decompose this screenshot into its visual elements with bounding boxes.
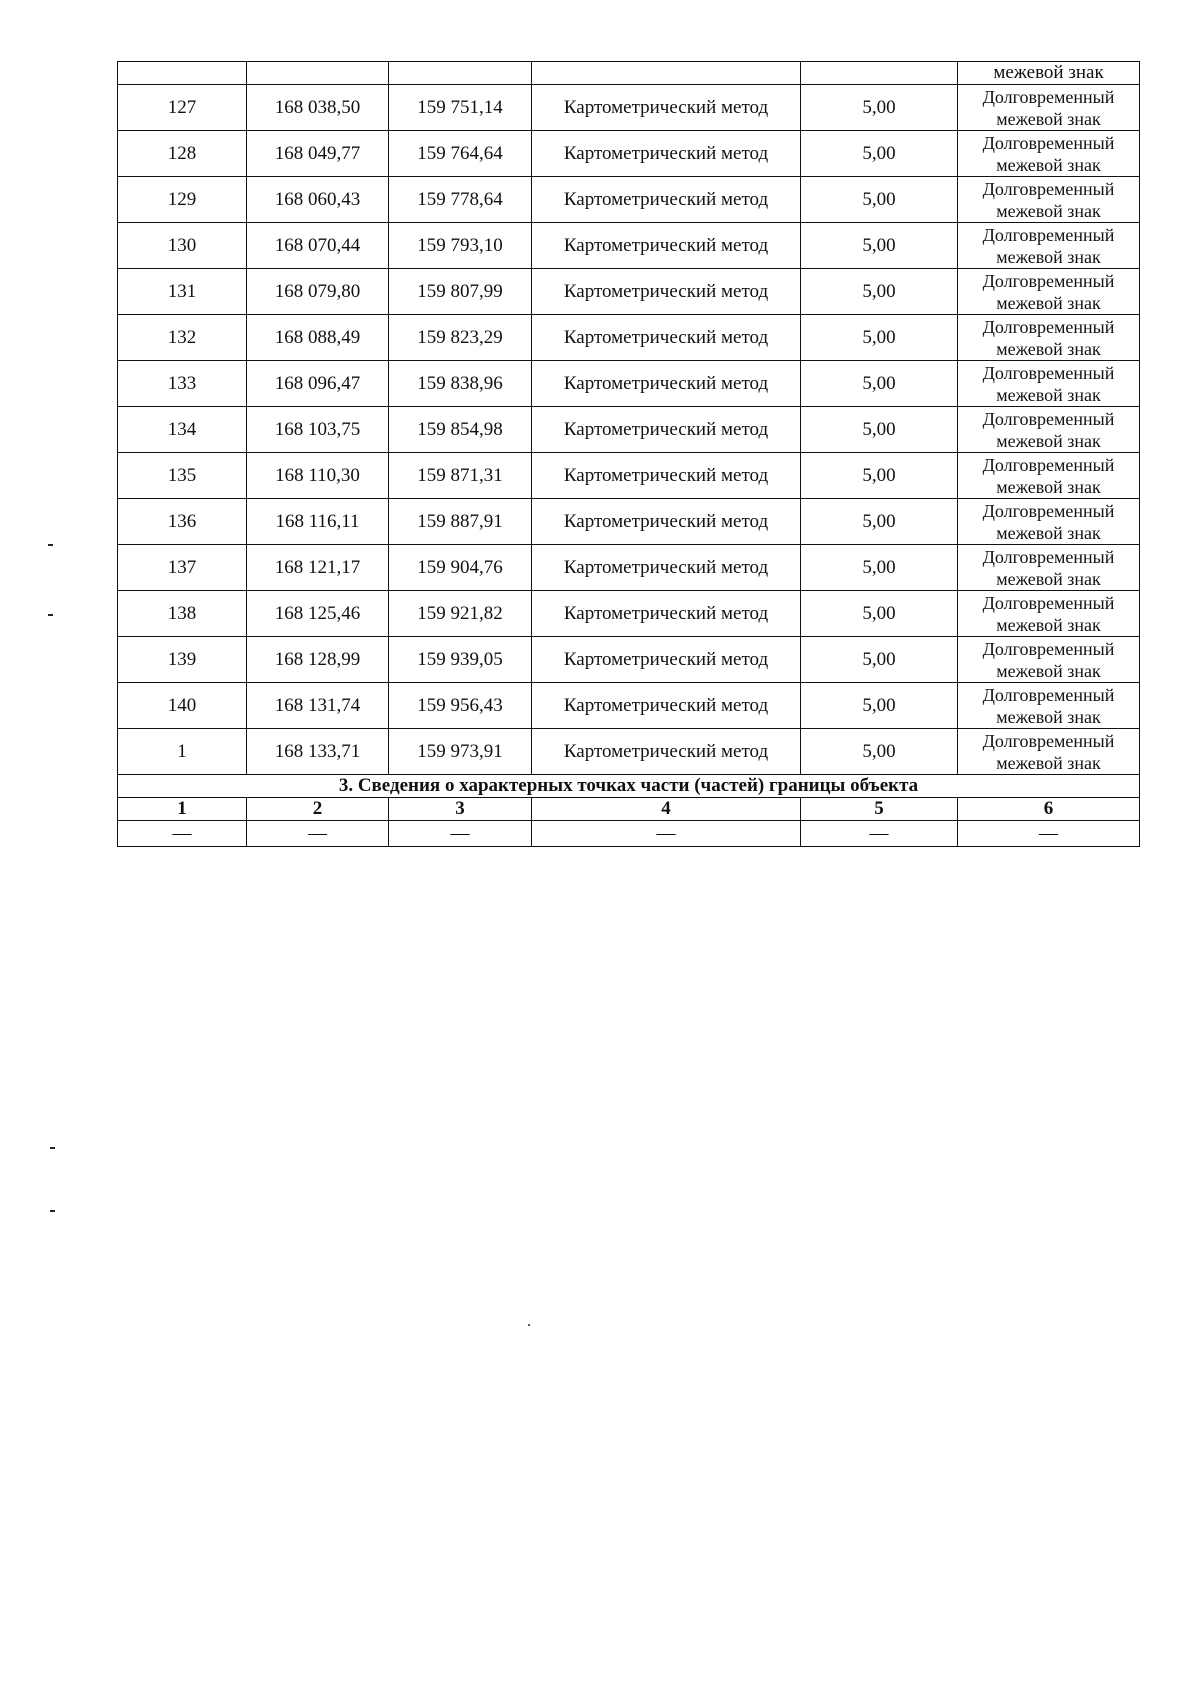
mark-cell: Долговременный межевой знак <box>958 361 1140 407</box>
x-coordinate: 168 125,46 <box>247 591 389 637</box>
top-cell-1 <box>118 62 247 85</box>
method-cell: Картометрический метод <box>532 499 801 545</box>
mark-cell: Долговременный межевой знак <box>958 407 1140 453</box>
point-number: 134 <box>118 407 247 453</box>
x-coordinate: 168 110,30 <box>247 453 389 499</box>
x-coordinate: 168 121,17 <box>247 545 389 591</box>
mark-cell: Долговременный межевой знак <box>958 85 1140 131</box>
coordinates-table <box>117 61 1140 847</box>
empty-data-row <box>118 821 1140 847</box>
y-coordinate: 159 904,76 <box>389 545 532 591</box>
accuracy-cell: 5,00 <box>801 177 958 223</box>
table-row <box>118 545 1140 591</box>
column-number: 4 <box>532 798 801 821</box>
mark-cell: Долговременный межевой знак <box>958 637 1140 683</box>
method-cell: Картометрический метод <box>532 683 801 729</box>
accuracy-cell: 5,00 <box>801 131 958 177</box>
x-coordinate: 168 060,43 <box>247 177 389 223</box>
x-coordinate: 168 038,50 <box>247 85 389 131</box>
mark-cell: Долговременный межевой знак <box>958 131 1140 177</box>
point-number: 138 <box>118 591 247 637</box>
table-row <box>118 85 1140 131</box>
x-coordinate: 168 133,71 <box>247 729 389 775</box>
method-cell: Картометрический метод <box>532 407 801 453</box>
scan-speck <box>48 544 53 546</box>
top-cell-2 <box>247 62 389 85</box>
accuracy-cell: 5,00 <box>801 729 958 775</box>
x-coordinate: 168 103,75 <box>247 407 389 453</box>
top-cell-4 <box>532 62 801 85</box>
method-cell: Картометрический метод <box>532 729 801 775</box>
table-row <box>118 683 1140 729</box>
method-cell: Картометрический метод <box>532 223 801 269</box>
y-coordinate: 159 973,91 <box>389 729 532 775</box>
accuracy-cell: 5,00 <box>801 499 958 545</box>
empty-cell: — <box>958 821 1140 847</box>
table-row <box>118 729 1140 775</box>
y-coordinate: 159 921,82 <box>389 591 532 637</box>
scan-speck <box>50 1210 55 1212</box>
x-coordinate: 168 116,11 <box>247 499 389 545</box>
method-cell: Картометрический метод <box>532 637 801 683</box>
y-coordinate: 159 854,98 <box>389 407 532 453</box>
method-cell: Картометрический метод <box>532 361 801 407</box>
scan-speck <box>48 614 53 616</box>
accuracy-cell: 5,00 <box>801 453 958 499</box>
point-number: 136 <box>118 499 247 545</box>
point-number: 140 <box>118 683 247 729</box>
empty-cell: — <box>118 821 247 847</box>
point-number: 137 <box>118 545 247 591</box>
point-number: 1 <box>118 729 247 775</box>
section-3-header-row <box>118 775 1140 798</box>
empty-cell: — <box>801 821 958 847</box>
scan-speck <box>50 1147 55 1149</box>
empty-cell: — <box>247 821 389 847</box>
table-row <box>118 315 1140 361</box>
x-coordinate: 168 049,77 <box>247 131 389 177</box>
accuracy-cell: 5,00 <box>801 361 958 407</box>
x-coordinate: 168 096,47 <box>247 361 389 407</box>
method-cell: Картометрический метод <box>532 269 801 315</box>
y-coordinate: 159 764,64 <box>389 131 532 177</box>
x-coordinate: 168 088,49 <box>247 315 389 361</box>
x-coordinate: 168 131,74 <box>247 683 389 729</box>
x-coordinate: 168 070,44 <box>247 223 389 269</box>
table-row <box>118 361 1140 407</box>
method-cell: Картометрический метод <box>532 177 801 223</box>
accuracy-cell: 5,00 <box>801 269 958 315</box>
column-number-row <box>118 798 1140 821</box>
method-cell: Картометрический метод <box>532 591 801 637</box>
empty-cell: — <box>389 821 532 847</box>
table-row <box>118 269 1140 315</box>
column-number: 6 <box>958 798 1140 821</box>
mark-cell: Долговременный межевой знак <box>958 499 1140 545</box>
mark-cell: Долговременный межевой знак <box>958 683 1140 729</box>
point-number: 128 <box>118 131 247 177</box>
accuracy-cell: 5,00 <box>801 223 958 269</box>
x-coordinate: 168 128,99 <box>247 637 389 683</box>
point-number: 129 <box>118 177 247 223</box>
method-cell: Картометрический метод <box>532 315 801 361</box>
y-coordinate: 159 751,14 <box>389 85 532 131</box>
x-coordinate: 168 079,80 <box>247 269 389 315</box>
mark-cell: Долговременный межевой знак <box>958 223 1140 269</box>
accuracy-cell: 5,00 <box>801 591 958 637</box>
accuracy-cell: 5,00 <box>801 683 958 729</box>
y-coordinate: 159 887,91 <box>389 499 532 545</box>
accuracy-cell: 5,00 <box>801 85 958 131</box>
column-number: 5 <box>801 798 958 821</box>
table-row <box>118 637 1140 683</box>
y-coordinate: 159 956,43 <box>389 683 532 729</box>
top-cell-5 <box>801 62 958 85</box>
section-3-title: 3. Сведения о характерных точках части (частей) границы объекта <box>118 775 1140 798</box>
y-coordinate: 159 939,05 <box>389 637 532 683</box>
scan-dot <box>528 1324 530 1326</box>
top-cell-6: межевой знак <box>958 62 1140 85</box>
mark-cell: Долговременный межевой знак <box>958 269 1140 315</box>
empty-cell: — <box>532 821 801 847</box>
table-row <box>118 131 1140 177</box>
y-coordinate: 159 838,96 <box>389 361 532 407</box>
table-row <box>118 591 1140 637</box>
point-number: 131 <box>118 269 247 315</box>
method-cell: Картометрический метод <box>532 131 801 177</box>
table-row-continued <box>118 62 1140 85</box>
y-coordinate: 159 793,10 <box>389 223 532 269</box>
mark-cell: Долговременный межевой знак <box>958 315 1140 361</box>
table-row <box>118 499 1140 545</box>
table-row <box>118 223 1140 269</box>
table-row <box>118 407 1140 453</box>
table-row <box>118 177 1140 223</box>
y-coordinate: 159 823,29 <box>389 315 532 361</box>
mark-cell: Долговременный межевой знак <box>958 453 1140 499</box>
mark-cell: Долговременный межевой знак <box>958 545 1140 591</box>
point-number: 127 <box>118 85 247 131</box>
mark-cell: Долговременный межевой знак <box>958 177 1140 223</box>
point-number: 133 <box>118 361 247 407</box>
column-number: 1 <box>118 798 247 821</box>
column-number: 2 <box>247 798 389 821</box>
y-coordinate: 159 807,99 <box>389 269 532 315</box>
accuracy-cell: 5,00 <box>801 545 958 591</box>
mark-cell: Долговременный межевой знак <box>958 591 1140 637</box>
point-number: 130 <box>118 223 247 269</box>
top-cell-3 <box>389 62 532 85</box>
mark-cell: Долговременный межевой знак <box>958 729 1140 775</box>
table-row <box>118 453 1140 499</box>
method-cell: Картометрический метод <box>532 545 801 591</box>
accuracy-cell: 5,00 <box>801 637 958 683</box>
y-coordinate: 159 871,31 <box>389 453 532 499</box>
point-number: 132 <box>118 315 247 361</box>
point-number: 135 <box>118 453 247 499</box>
column-number: 3 <box>389 798 532 821</box>
method-cell: Картометрический метод <box>532 85 801 131</box>
accuracy-cell: 5,00 <box>801 407 958 453</box>
point-number: 139 <box>118 637 247 683</box>
method-cell: Картометрический метод <box>532 453 801 499</box>
accuracy-cell: 5,00 <box>801 315 958 361</box>
y-coordinate: 159 778,64 <box>389 177 532 223</box>
